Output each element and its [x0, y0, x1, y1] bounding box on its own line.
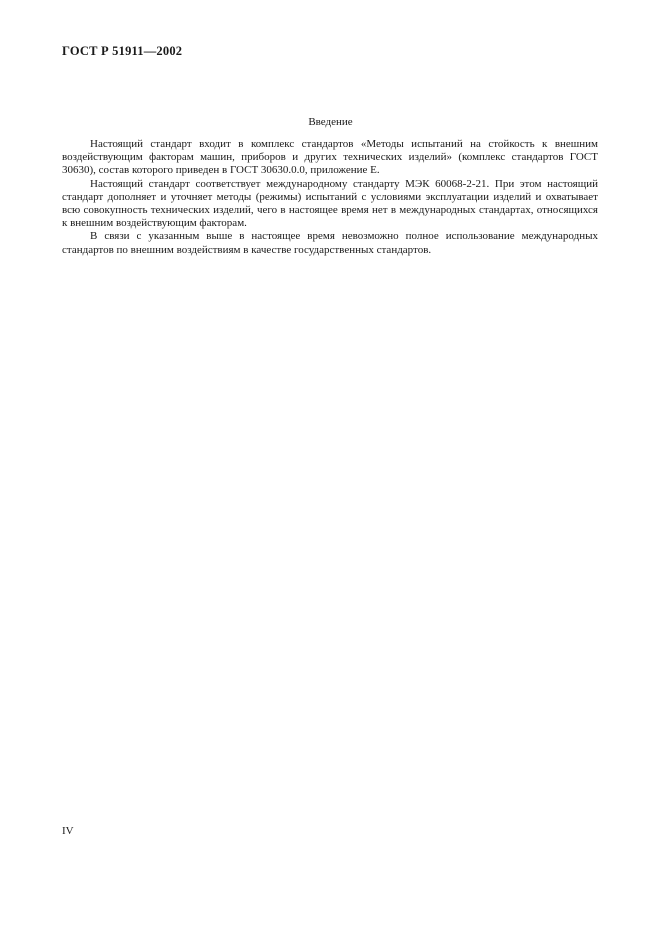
section-title: Введение [308, 116, 353, 128]
paragraph-3: В связи с указанным выше в настоящее время невозможно полное использование международных стандартов по внешним воздействиям в качестве государственных стандартов. [62, 230, 598, 256]
section-body [62, 138, 598, 257]
page-number: IV [62, 825, 74, 837]
paragraph-2: Настоящий стандарт соответствует международному стандарту МЭК 60068-2-21. При этом настоящий стандарт дополняет и уточняет методы (режимы) испытаний с условиями эксплуатации изделий и охватывает всю совокупность технических изделий, чего в настоящее время нет в международных стандартах, относящихся к внешним воздействующим факторам. [62, 177, 598, 230]
paragraph-1: Настоящий стандарт входит в комплекс стандартов «Методы испытаний на стойкость к внешним воздействующим факторам машин, приборов и других технических изделий» (комплекс стандартов ГОСТ 30630), состав которого приведен в ГОСТ 30630.0.0, приложение Е. [62, 138, 598, 177]
document-code-header: ГОСТ Р 51911—2002 [62, 44, 183, 58]
